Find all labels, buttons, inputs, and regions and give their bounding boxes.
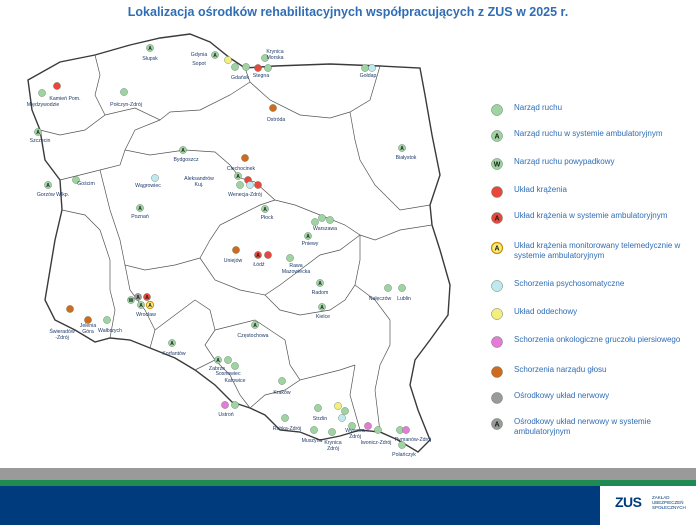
svg-text:A: A bbox=[320, 304, 324, 311]
facility-marker bbox=[318, 214, 325, 221]
city-label: Sosnowiec bbox=[215, 371, 241, 377]
facility-marker bbox=[269, 104, 276, 111]
svg-text:A: A bbox=[136, 294, 140, 301]
facility-marker bbox=[261, 205, 268, 212]
facility-marker bbox=[211, 51, 218, 58]
legend-item bbox=[490, 307, 690, 333]
svg-text:W: W bbox=[128, 297, 134, 304]
legend-label: Narząd ruchu powypadkowy bbox=[514, 157, 615, 166]
legend-label: Układ oddechowy bbox=[514, 307, 578, 316]
city-label: Słupsk bbox=[142, 56, 158, 62]
legend-item bbox=[490, 103, 690, 129]
facility-marker bbox=[224, 356, 231, 363]
city-label: Ostróda bbox=[266, 117, 286, 123]
svg-text:A: A bbox=[145, 294, 149, 301]
city-label: Kielce bbox=[315, 314, 331, 320]
zus-logo: ZUS bbox=[615, 494, 642, 510]
facility-marker bbox=[231, 401, 238, 408]
svg-text:A: A bbox=[400, 145, 404, 152]
city-label: Międzywodzie bbox=[26, 102, 60, 108]
legend-item bbox=[490, 391, 690, 417]
city-label: Radom bbox=[311, 290, 329, 296]
legend-item bbox=[490, 365, 690, 391]
city-label: Gdańsk bbox=[231, 75, 249, 81]
facility-marker bbox=[251, 321, 258, 328]
city-label: Stegna bbox=[252, 73, 270, 79]
legend-symbol bbox=[490, 365, 504, 379]
legend-symbol bbox=[490, 241, 504, 255]
city-label: Rawa Mazowiecka bbox=[281, 263, 311, 275]
facility-marker bbox=[264, 64, 271, 71]
facility-marker bbox=[231, 63, 238, 70]
city-label: Gościm bbox=[77, 181, 95, 187]
facility-marker bbox=[221, 401, 228, 408]
legend-symbol bbox=[490, 157, 504, 171]
facility-marker bbox=[286, 254, 293, 261]
facility-marker bbox=[136, 204, 143, 211]
facility-marker bbox=[137, 301, 144, 308]
facility-marker bbox=[146, 301, 153, 308]
legend-symbol bbox=[490, 307, 504, 321]
city-label: Gołdap bbox=[359, 73, 377, 79]
city-label: Łódź bbox=[253, 262, 265, 268]
svg-text:A: A bbox=[494, 245, 500, 253]
legend-symbol bbox=[490, 391, 504, 405]
facility-marker bbox=[264, 251, 271, 258]
city-label: Nałęczów bbox=[368, 296, 392, 302]
svg-text:A: A bbox=[138, 205, 142, 212]
facility-marker bbox=[120, 88, 127, 95]
country-border bbox=[28, 34, 450, 452]
facility-marker bbox=[143, 293, 150, 300]
facility-marker bbox=[103, 316, 110, 323]
legend-item bbox=[490, 417, 690, 443]
legend-item bbox=[490, 279, 690, 305]
legend-symbol bbox=[490, 279, 504, 293]
facility-marker bbox=[236, 181, 243, 188]
svg-text:A: A bbox=[139, 302, 143, 309]
legend-symbol bbox=[490, 417, 504, 431]
city-label: Korfantów bbox=[162, 351, 186, 357]
facility-marker bbox=[398, 144, 405, 151]
facility-marker bbox=[311, 218, 318, 225]
facility-marker bbox=[179, 146, 186, 153]
city-label: Świeradów -Zdrój bbox=[49, 329, 75, 341]
legend-label: Układ krążenia w systemie ambulatoryjnym bbox=[514, 211, 668, 220]
city-label: Połczyn-Zdrój bbox=[110, 102, 142, 108]
facility-marker bbox=[241, 154, 248, 161]
city-label: Wrocław bbox=[136, 312, 156, 318]
facility-marker bbox=[242, 63, 249, 70]
svg-text:A: A bbox=[236, 173, 240, 180]
svg-text:A: A bbox=[494, 421, 500, 429]
svg-text:A: A bbox=[306, 233, 310, 240]
svg-text:A: A bbox=[216, 357, 220, 364]
city-label: Katowice bbox=[224, 378, 246, 384]
svg-text:A: A bbox=[494, 215, 500, 223]
facility-marker bbox=[368, 64, 375, 71]
legend-label: Ośrodkowy układ nerwowy w systemie ambulatoryjnym bbox=[514, 417, 651, 436]
city-label: Białystok bbox=[395, 155, 417, 161]
city-label: Muszyna bbox=[301, 438, 323, 444]
svg-text:A: A bbox=[181, 147, 185, 154]
facility-marker bbox=[254, 251, 261, 258]
svg-text:A: A bbox=[253, 322, 257, 329]
footer-grey-bar bbox=[0, 468, 696, 480]
facility-marker bbox=[146, 44, 153, 51]
city-label: Pniewy bbox=[301, 241, 319, 247]
legend-symbol bbox=[490, 103, 504, 117]
city-label: Ustroń bbox=[218, 412, 234, 418]
facility-marker bbox=[338, 414, 345, 421]
city-label: Polańczyk bbox=[392, 452, 416, 458]
facility-marker bbox=[127, 296, 134, 303]
page-title: Lokalizacja ośrodków rehabilitacyjnych współpracujących z ZUS w 2025 r. bbox=[127, 5, 569, 19]
city-label: Rabka-Zdrój bbox=[272, 426, 302, 432]
facility-marker bbox=[44, 181, 51, 188]
city-label: Gdynia bbox=[190, 52, 208, 58]
legend-label: Schorzenia psychosomatyczne bbox=[514, 279, 625, 288]
legend-item bbox=[490, 335, 690, 361]
facility-marker bbox=[53, 82, 60, 89]
facility-marker bbox=[134, 293, 141, 300]
city-label: Strzlin bbox=[312, 416, 328, 422]
city-label: Iwonicz-Zdrój bbox=[360, 440, 392, 446]
legend-label: Narząd ruchu w systemie ambulatoryjnym bbox=[514, 129, 663, 138]
legend-label: Układ krążenia bbox=[514, 185, 567, 194]
city-label: Uniejów bbox=[223, 258, 243, 264]
facility-marker bbox=[374, 426, 381, 433]
facility-marker bbox=[304, 232, 311, 239]
city-label: Bydgoszcz bbox=[173, 157, 199, 163]
city-label: Zabrze bbox=[208, 366, 226, 372]
city-label: Krynica Morska bbox=[266, 49, 284, 61]
city-label: Sopot bbox=[192, 61, 206, 67]
facility-marker bbox=[314, 404, 321, 411]
facility-marker bbox=[334, 402, 341, 409]
svg-text:A: A bbox=[494, 133, 500, 141]
facility-marker bbox=[168, 339, 175, 346]
legend-item bbox=[490, 211, 690, 237]
svg-text:A: A bbox=[263, 206, 267, 213]
facility-marker bbox=[234, 172, 241, 179]
facility-marker bbox=[281, 414, 288, 421]
legend-label: Układ krążenia monitorowany telemedycznie w systemie ambulatoryjnym bbox=[514, 241, 681, 260]
city-label: Aleksandrów Kuj. bbox=[184, 176, 214, 188]
svg-text:A: A bbox=[256, 252, 260, 259]
svg-text:A: A bbox=[46, 182, 50, 189]
legend-label: Ośrodkowy układ nerwowy bbox=[514, 391, 610, 400]
city-label: Kraków bbox=[273, 390, 291, 396]
facility-marker bbox=[341, 407, 348, 414]
city-label: Ciechocinek bbox=[226, 166, 256, 172]
facility-marker bbox=[254, 181, 261, 188]
facility-marker bbox=[328, 428, 335, 435]
facility-marker bbox=[316, 279, 323, 286]
city-label: Wałbrzych bbox=[97, 328, 123, 334]
footer-blue-bar bbox=[0, 486, 600, 525]
facility-marker bbox=[310, 426, 317, 433]
facility-marker bbox=[231, 362, 238, 369]
legend-symbol bbox=[490, 129, 504, 143]
legend-label: Narząd ruchu bbox=[514, 103, 563, 112]
facility-marker bbox=[66, 305, 73, 312]
city-label: Kamień Pom. bbox=[49, 96, 81, 102]
city-label: Gorzów Wlkp. bbox=[36, 192, 70, 198]
legend-item bbox=[490, 157, 690, 183]
legend-item bbox=[490, 241, 690, 267]
svg-text:A: A bbox=[170, 340, 174, 347]
legend-item bbox=[490, 185, 690, 211]
svg-text:A: A bbox=[148, 45, 152, 52]
facility-marker bbox=[246, 181, 253, 188]
svg-text:A: A bbox=[213, 52, 217, 59]
facility-marker bbox=[318, 303, 325, 310]
facility-marker bbox=[232, 246, 239, 253]
city-label: Częstochowa bbox=[237, 333, 269, 339]
city-label: Lublin bbox=[397, 296, 411, 302]
city-label: Jelenia Góra bbox=[79, 323, 97, 335]
facility-marker bbox=[151, 174, 158, 181]
facility-marker bbox=[254, 64, 261, 71]
city-label: Rymanów-Zdrój bbox=[394, 437, 432, 443]
facility-marker bbox=[364, 422, 371, 429]
city-label: Szczecin bbox=[29, 138, 51, 144]
facility-marker bbox=[398, 284, 405, 291]
city-label: Krynica Zdrój bbox=[324, 440, 342, 452]
legend-item bbox=[490, 129, 690, 155]
facility-marker bbox=[384, 284, 391, 291]
facility-marker bbox=[38, 89, 45, 96]
facility-marker bbox=[214, 356, 221, 363]
facility-marker bbox=[34, 128, 41, 135]
city-label: Warszawa bbox=[312, 226, 338, 232]
city-label: Poznań bbox=[131, 214, 149, 220]
facility-marker bbox=[361, 64, 368, 71]
legend-symbol bbox=[490, 211, 504, 225]
facility-marker bbox=[326, 216, 333, 223]
svg-text:A: A bbox=[148, 302, 152, 309]
svg-text:A: A bbox=[318, 280, 322, 287]
city-label: Wysowa Zdrój bbox=[345, 428, 365, 440]
city-label: Płock bbox=[260, 215, 274, 221]
city-label: Wągrowiec bbox=[135, 183, 161, 189]
legend-label: Schorzenia narządu głosu bbox=[514, 365, 607, 374]
facility-marker bbox=[402, 426, 409, 433]
facility-marker bbox=[224, 56, 231, 63]
city-label: Wenecja-Zdrój bbox=[228, 192, 262, 198]
svg-text:W: W bbox=[493, 161, 501, 169]
svg-text:A: A bbox=[36, 129, 40, 136]
legend-symbol bbox=[490, 185, 504, 199]
legend-symbol bbox=[490, 335, 504, 349]
zus-subtitle: ZAKŁAD UBEZPIECZEŃ SPOŁECZNYCH bbox=[652, 495, 686, 510]
facility-marker bbox=[278, 377, 285, 384]
legend-label: Schorzenia onkologiczne gruczołu piersiowego bbox=[514, 335, 681, 344]
